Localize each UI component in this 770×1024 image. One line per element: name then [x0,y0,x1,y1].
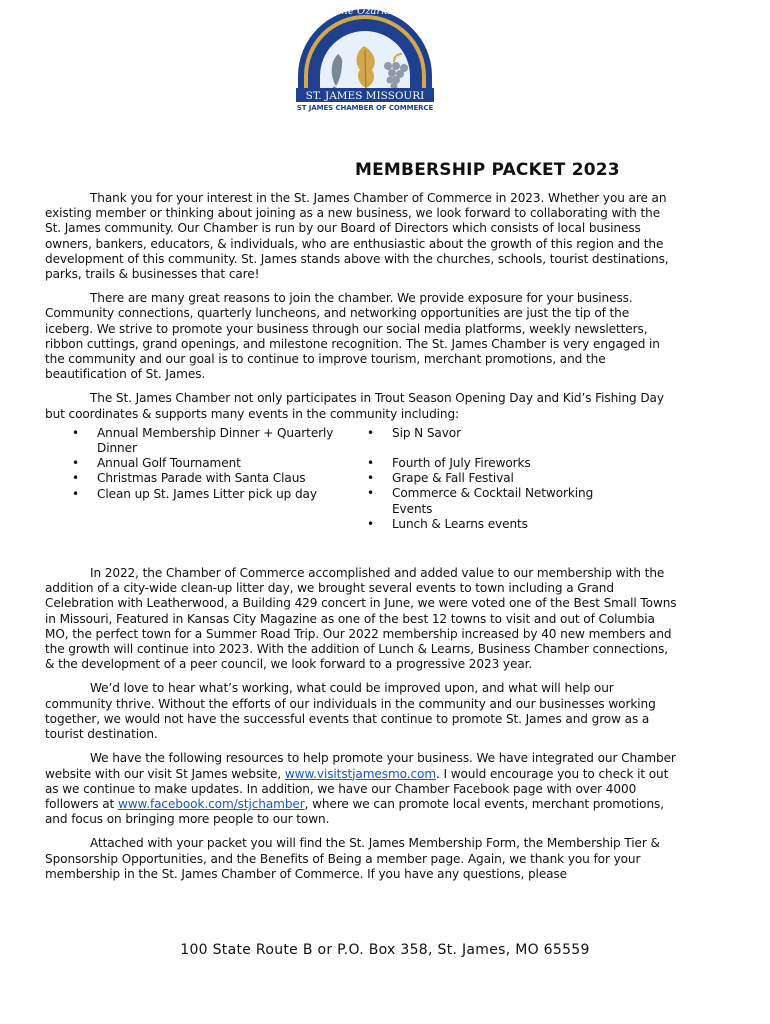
list-item: • Annual Golf Tournament [45,456,340,471]
letter-body [45,191,677,891]
paragraph-events-intro: The St. James Chamber not only participates in Trout Season Opening Day and Kid’s Fishing Day but coordinates & supports many events in the community including: [45,391,664,421]
paragraph-reasons: There are many great reasons to join the chamber. We provide exposure for your business. Community connections, quarterly luncheons, and networking opportunities are just the tip of the iceberg. We strive to promote your business through our social media platforms, weekly newsletters, ribbon cuttings, grand openings, and milestone recognition. The St. James Chamber is very engaged in the community and our goal is to continue to improve tourism, merchant promotions, and the beautification of St. James. [45,291,660,382]
events-list-left [45,426,340,532]
logo-arc-text: Discover the Ozarks' Best [290,6,421,17]
paragraph-intro: Thank you for your interest in the St. James Chamber of Commerce in 2023. Whether you are an existing member or thinking about joining as a new business, we look forward to collaborating with the St. James community. Our Chamber is run by our Board of Directors which consists of local business owners, bankers, educators, & individuals, who are enthusiastic about the growth of this region and the development of this community. St. James stands above with the churches, schools, tourist destinations, parks, trails & businesses that care! [45,191,669,282]
list-item: • Fourth of July Fireworks [340,456,630,471]
list-item: • Annual Membership Dinner + Quarterly Dinner [45,426,340,456]
chamber-logo [290,6,440,114]
logo-banner-text: ST. JAMES MISSOURI [305,90,425,102]
list-item: • Christmas Parade with Santa Claus [45,471,340,486]
paragraph-2022-accomplishments: In 2022, the Chamber of Commerce accomplished and added value to our membership with the addition of a city-wide clean-up litter day, we brought several events to town including a Grand Celebration with Leatherwood, a Building 429 concert in June, we were voted one of the Best Small Towns in Missouri, Featured in Kansas City Magazine as one of the best 12 towns to visit and out of Columbia MO, the perfect town for a Summer Road Trip. Our 2022 membership increased by 40 new members and the growth will continue into 2023. With the addition of Lunch & Learns, Business Chamber connections, & the development of a peer council, we look forward to a progressive 2023 year. [45,566,677,672]
list-item: • Commerce & Cocktail Networking Events [340,486,630,516]
list-item: • Clean up St. James Litter pick up day [45,487,340,502]
facebook-link[interactable]: www.facebook.com/stjchamber [117,796,305,811]
footer-address: 100 State Route B or P.O. Box 358, St. James, MO 65559 [180,942,590,958]
list-item: • Grape & Fall Festival [340,471,630,486]
paragraph-feedback: We’d love to hear what’s working, what could be improved upon, and what will help our community thrive. Without the efforts of our individuals in the community and our businesses working together, we would not have the successful events that continue to promote St. James and grow as a tourist destination. [45,681,656,742]
paragraph-attachments: Attached with your packet you will find the St. James Membership Form, the Membership Tier & Sponsorship Opportunities, and the Benefits of Being a member page. Again, we thank you for your membership in the St. James Chamber of Commerce. If you have any questions, please [45,836,660,881]
list-item: • Sip N Savor [340,426,630,441]
logo-emblem-icon [290,6,440,104]
logo-caption: ST JAMES CHAMBER OF COMMERCE [296,104,434,112]
list-item: • Lunch & Learns events [340,517,630,532]
events-list [45,426,677,532]
visit-website-link[interactable]: www.visitstjamesmo.com [284,766,436,781]
events-list-right [340,426,630,532]
page-title: MEMBERSHIP PACKET 2023 [355,160,620,180]
paragraph-resources: We have the following resources to help promote your business. We have integrated our Chamber website with our visit St James website, www.visitstjamesmo.com. I would encourage you to check it out as we continue to make updates. In addition, we have our Chamber Facebook page with over 4000 followers at www.facebook.com/stjchamber, where we can promote local events, merchant promotions, and focus on bringing more people to our town. [45,751,676,827]
